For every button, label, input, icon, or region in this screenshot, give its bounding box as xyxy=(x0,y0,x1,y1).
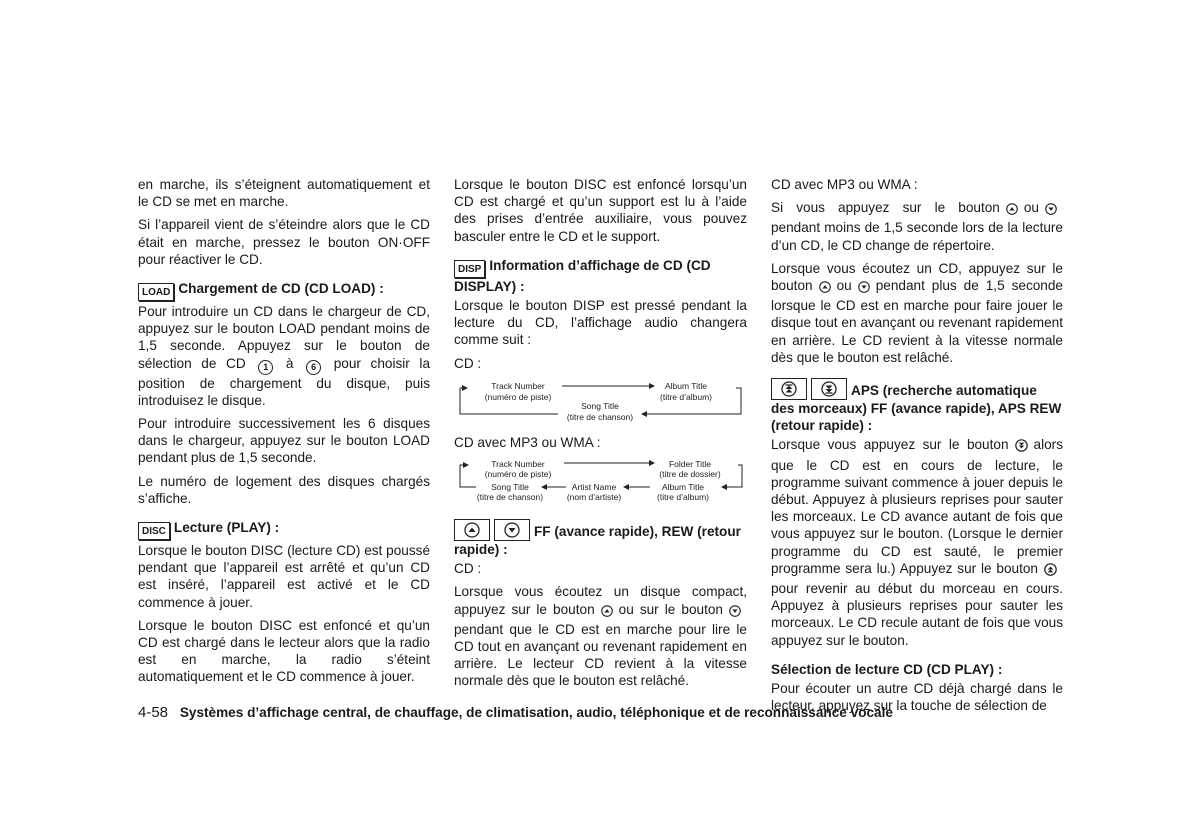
down-circle-icon xyxy=(858,280,870,297)
folder-title-label: Folder Title xyxy=(668,459,712,470)
section-heading-ff-rew xyxy=(454,519,747,558)
artist-name-fr-label: (nom d’artiste) xyxy=(566,492,622,503)
track-number-fr-label: (numéro de piste) xyxy=(484,469,552,480)
aps-rew-button-icon xyxy=(771,378,807,400)
paragraph: en marche, ils s’éteignent automatiquement et le CD se met en marche. xyxy=(138,177,430,210)
song-title-label: Song Title xyxy=(491,482,529,493)
track-number-label: Track Number xyxy=(491,380,545,391)
up-circle-icon xyxy=(1006,202,1018,219)
up-circle-icon xyxy=(601,604,613,621)
aps-ff-button-icon xyxy=(811,378,847,400)
down-circle-icon xyxy=(729,604,741,621)
paragraph: Pour écouter un autre CD déjà chargé dans le lecteur, appuyez sur la touche de sélection de xyxy=(771,681,1063,714)
text: ou xyxy=(1023,200,1039,216)
text: ou xyxy=(836,278,852,294)
mp3-label: CD avec MP3 ou WMA : xyxy=(454,434,601,450)
text: pour choisir la position de chargement du disque, puis introduisez le disque. xyxy=(138,355,431,408)
paragraph: Lorsque le bouton DISC est enfoncé et qu’un CD est chargé dans le lecteur alors que la radio est en marche, la radio s’éteint automatiquement et le CD commence à jouer. xyxy=(138,617,430,685)
song-title-fr-label: (titre de chanson) xyxy=(476,492,544,503)
cd-display-diagram xyxy=(454,378,747,426)
text: Si vous appuyez sur le bouton xyxy=(771,200,1000,216)
track-number-label: Track Number xyxy=(491,459,545,470)
section-heading-cd-display xyxy=(454,257,747,295)
disp-button-icon: DISP xyxy=(454,260,485,278)
album-title-fr-label: (titre d’album) xyxy=(660,391,712,402)
text: Lorsque vous écoutez un CD, appuyez sur le bouton xyxy=(771,260,1063,294)
chapter-title: Systèmes d’affichage central, de chauffage, de climatisation, audio, téléphonique et de reconnaissance vocale xyxy=(179,705,893,720)
column-2 xyxy=(454,176,747,696)
section-title: Sélection de lecture CD (CD PLAY) : xyxy=(771,661,1003,677)
page-footer xyxy=(138,704,1138,721)
text: Pour introduire un CD dans le chargeur de CD, appuyez sur le bouton LOAD pendant moins de 1,5 seconde. Appuyez sur le bouton de sélection de CD xyxy=(138,304,430,371)
section-title: APS (recherche automatique des morceaux) FF (avance rapide), APS REW (retour rapide) : xyxy=(771,383,1062,434)
cd-label: CD : xyxy=(454,355,482,371)
circle-6-icon: 6 xyxy=(306,360,321,375)
text: ou sur le bouton xyxy=(618,601,723,617)
disc-button-icon: DISC xyxy=(138,522,170,540)
text: pendant que le CD est en marche pour lire le CD tout en avançant ou revenant rapidement en arrière. Le lecteur CD revient à la vitesse normale dès que le bouton est relâché. xyxy=(454,621,747,689)
paragraph: Le numéro de logement des disques chargés s’affiche. xyxy=(138,473,430,506)
aps-ff-icon xyxy=(1015,439,1028,456)
album-title-fr-label: (titre d’album) xyxy=(657,492,709,503)
section-heading-aps xyxy=(771,378,1063,434)
text: Lorsque vous appuyez sur le bouton xyxy=(771,437,1009,453)
text: pendant plus de 1,5 seconde lorsque le CD est en marche pour faire jouer le disque tout en avançant ou revenant rapidement en arrière. Le CD revient à la vitesse normale dès que le bouton est relâché. xyxy=(771,278,1063,365)
paragraph: Lorsque le bouton DISC est enfoncé lorsqu’un CD est chargé et qu’un support est lu à l’aide des prises d’entrée auxiliaire, vous pouvez basculer entre le CD et le support. xyxy=(454,177,747,244)
text: Lorsque vous écoutez un disque compact, appuyez sur le bouton xyxy=(454,584,747,617)
paragraph xyxy=(454,583,747,689)
text: alors que le CD est en cours de lecture, le programme suivant commence à jouer depuis le début. Appuyez à plusieurs reprises pour sauter les morceaux. Le CD avance autant de fois que vous appuyez sur le bouton. (Lorsque le dernier programme du CD est sauté, le premier programme sera lu.) Appuyez sur le bouton xyxy=(771,437,1063,576)
column-1 xyxy=(138,176,430,692)
up-circle-icon xyxy=(819,280,831,297)
paragraph: Lorsque le bouton DISC (lecture CD) est poussé pendant que l’appareil est arrêté et qu’un CD est inséré, l’appareil est activé et le CD commence à jouer. xyxy=(138,543,430,610)
mp3-label: CD avec MP3 ou WMA : xyxy=(771,177,918,192)
paragraph: Lorsque le bouton DISP est pressé pendant la lecture du CD, l’affichage audio changera comme suit : xyxy=(454,298,747,348)
arrow-folder-to-album xyxy=(722,465,742,487)
paragraph xyxy=(771,199,1063,254)
load-button-icon: LOAD xyxy=(138,283,174,301)
song-title-fr-label: (titre de chanson) xyxy=(566,411,634,422)
paragraph xyxy=(771,436,1063,648)
mp3-display-diagram xyxy=(454,457,747,507)
circle-1-icon: 1 xyxy=(258,360,273,375)
section-title: FF (avance rapide), REW (retour rapide) : xyxy=(454,524,741,558)
section-heading-play xyxy=(138,519,430,540)
section-title: Information d’affichage de CD (CD DISPLAY) : xyxy=(454,257,711,294)
text: pendant moins de 1,5 seconde lors de la lecture d’un CD, le CD change de répertoire. xyxy=(771,220,1063,253)
paragraph xyxy=(771,260,1063,366)
track-number-fr-label: (numéro de piste) xyxy=(484,391,552,402)
page-number: 4-58 xyxy=(138,704,169,721)
aps-rew-icon xyxy=(1044,563,1057,580)
paragraph: Si l’appareil vient de s’éteindre alors que le CD était en marche, pressez le bouton ON·OFF pour réactiver le CD. xyxy=(138,217,430,267)
up-button-icon xyxy=(454,519,490,541)
album-title-label: Album Title xyxy=(661,482,705,493)
paragraph xyxy=(138,303,430,409)
paragraph: Pour introduire successivement les 6 disques dans le chargeur, appuyez sur le bouton LOAD pendant plus de 1,5 seconde. xyxy=(138,416,430,466)
down-button-icon xyxy=(494,519,530,541)
text: à xyxy=(285,355,294,371)
cd-label: CD : xyxy=(454,561,482,577)
column-3 xyxy=(771,176,1063,720)
artist-name-label: Artist Name xyxy=(571,482,617,493)
down-circle-icon xyxy=(1045,202,1057,219)
text: pour revenir au début du morceau en cours. Appuyez à plusieurs reprises pour sauter les morceaux. Le CD recule autant de fois que vous appuyez sur le bouton. xyxy=(771,581,1063,648)
arrow-song-to-track xyxy=(460,465,476,487)
section-heading-cd-play xyxy=(771,661,1063,678)
section-title: Chargement de CD (CD LOAD) : xyxy=(178,281,384,297)
song-title-label: Song Title xyxy=(581,400,619,411)
folder-title-fr-label: (titre de dossier) xyxy=(659,469,721,480)
album-title-label: Album Title xyxy=(664,380,708,391)
section-title: Lecture (PLAY) : xyxy=(173,520,280,536)
section-heading-cd-load xyxy=(138,280,430,301)
